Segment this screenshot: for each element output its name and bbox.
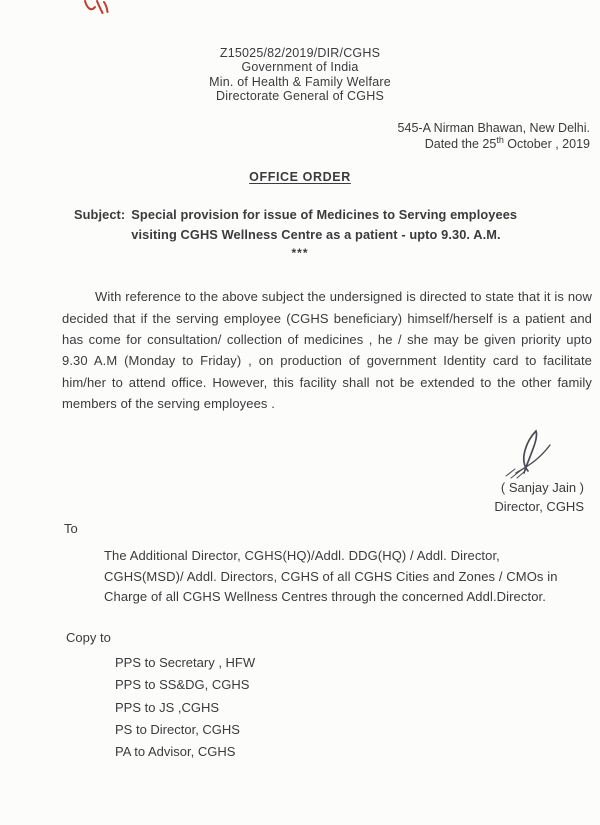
date-prefix: Dated the 25 [424,137,497,152]
list-item: PA to Advisor, CGHS [115,743,236,759]
list-item: PPS to JS ,CGHS [115,699,220,715]
body-paragraph: With reference to the above subject the undersigned is directed to state that it is now decided that if the serving employee (CGHS beneficiary) himself/herself is a patient and has come for consultation/ collection of medicines , he / she may be given priority upto 9.30 A.M (Monday to Friday) , on production of government Identity card to facilitate him/her to attend office. However, this facility shall not be extended to the other family members of the serving employees . [62,289,592,411]
directorate-line: Directorate General of CGHS [216,88,384,103]
red-stamp-mark-icon [82,0,110,16]
address-date-block [0,120,600,153]
list-item: PS to Director, CGHS [115,721,240,737]
office-address: 545-A Nirman Bhawan, New Delhi. [397,121,590,135]
copy-to-block [0,630,600,762]
signature-row [0,427,600,479]
copy-to-label: Copy to [66,630,111,646]
govt-line: Government of India [241,60,359,75]
subject-text: Special provision for issue of Medicines to Serving employees visiting CGHS Wellness Centre as a patient - upto 9.30. A.M. [131,206,518,242]
signatory-name: ( Sanjay Jain ) [500,480,584,496]
star-separator: *** [291,246,309,261]
list-item: PPS to Secretary , HFW [115,655,256,671]
list-item: PPS to SS&DG, CGHS [115,677,250,693]
document-title-row [0,168,600,186]
signature-block [0,427,600,515]
copy-to-list [0,653,600,762]
date-suffix: October , 2019 [503,137,590,152]
page-title: OFFICE ORDER [249,169,351,184]
addressee-block [0,520,600,609]
to-label: To [64,520,78,536]
subject-block [0,205,600,246]
signatory-designation: Director, CGHS [494,498,584,514]
date-ordinal-suffix: th [496,135,504,146]
letterhead [0,46,600,103]
addressee-text: The Additional Director, CGHS(HQ)/Addl. DDG(HQ) / Addl. Director, CGHS(MSD)/ Addl. Directors, CGHS of all CGHS Cities and Zones / CMOs in Charge of all CGHS Wellness Centres through the concerned Addl.Director. [104,547,558,605]
handwritten-signature-icon [498,427,556,479]
date-line [0,136,590,152]
reference-number: Z15025/82/2019/DIR/CGHS [219,46,381,60]
subject-label: Subject: [74,206,126,222]
ministry-line: Min. of Health & Family Welfare [209,74,391,89]
